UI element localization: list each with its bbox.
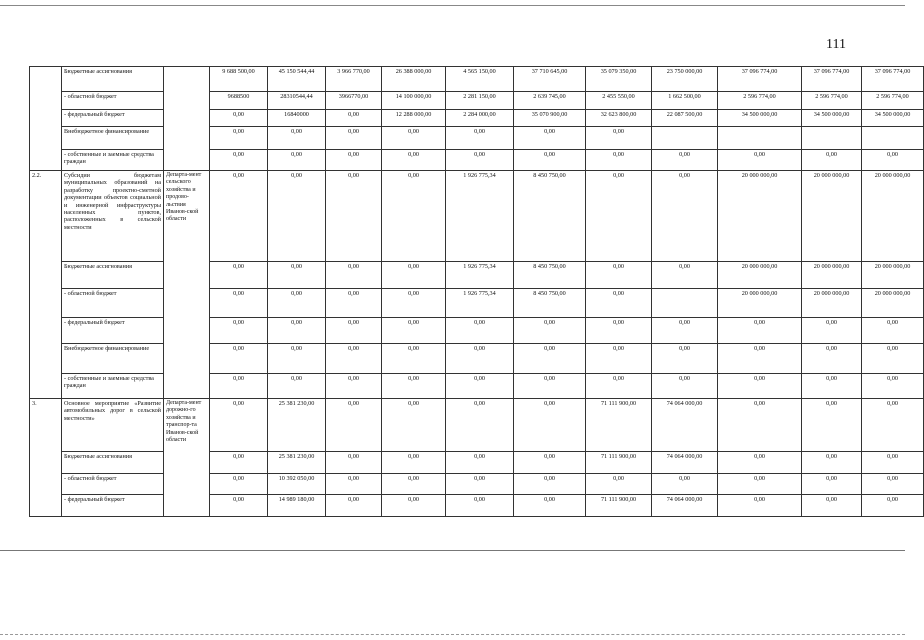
table-row [30,399,924,452]
amount-cell: 0,00 [382,289,446,318]
amount-cell: 22 087 500,00 [652,110,718,127]
amount-cell: 0,00 [446,474,514,495]
amount-cell: 20 000 000,00 [862,289,924,318]
funding-source-label: - федеральный бюджет [62,495,164,517]
funding-source-label: - собственные и заемные средства граждан [62,150,164,171]
amount-cell: 0,00 [210,344,268,374]
amount-cell: 37 096 774,00 [802,67,862,92]
amount-cell: 26 388 000,00 [382,67,446,92]
amount-cell: 20 000 000,00 [718,262,802,289]
amount-cell: 20 000 000,00 [802,262,862,289]
amount-cell: 37 710 645,00 [514,67,586,92]
amount-cell: 0,00 [586,289,652,318]
amount-cell: 0,00 [210,171,268,262]
amount-cell: 0,00 [326,110,382,127]
amount-cell: 0,00 [210,452,268,474]
amount-cell: 0,00 [514,399,586,452]
funding-source-label: Внебюджетное финансирование [62,344,164,374]
amount-cell: 0,00 [446,452,514,474]
amount-cell: 0,00 [802,452,862,474]
funding-source-label: - областной бюджет [62,289,164,318]
amount-cell: 1 926 775,34 [446,289,514,318]
funding-source-label: - федеральный бюджет [62,110,164,127]
funding-source-label: Бюджетные ассигнования [62,452,164,474]
amount-cell: 23 750 000,00 [652,67,718,92]
amount-cell: 0,00 [326,318,382,344]
executor: Департа-мент сельского хозяйства и продово-льствия Иванов-ской области [164,171,210,399]
amount-cell: 8 450 750,00 [514,171,586,262]
amount-cell: 34 500 000,00 [718,110,802,127]
amount-cell: 0,00 [514,474,586,495]
page-number: 111 [826,37,846,52]
amount-cell: 2 596 774,00 [718,92,802,110]
amount-cell: 25 381 230,00 [268,399,326,452]
amount-cell: 0,00 [326,474,382,495]
amount-cell: 0,00 [586,262,652,289]
amount-cell: 0,00 [382,127,446,150]
table-row [30,67,924,92]
amount-cell: 71 111 900,00 [586,452,652,474]
amount-cell: 0,00 [718,495,802,517]
amount-cell: 0,00 [718,344,802,374]
amount-cell: 37 096 774,00 [862,67,924,92]
amount-cell: 20 000 000,00 [718,171,802,262]
amount-cell: 35 079 350,00 [586,67,652,92]
row-index: 2.2. [30,171,62,399]
amount-cell: 0,00 [514,344,586,374]
measure-description: Основное мероприятие «Развитие автомобильных дорог в сельской местности» [62,399,164,452]
funding-source-label: - областной бюджет [62,92,164,110]
amount-cell: 9 688 500,00 [210,67,268,92]
bottom-rule [0,550,905,551]
amount-cell: 0,00 [802,150,862,171]
amount-cell: 35 070 900,00 [514,110,586,127]
amount-cell: 0,00 [862,344,924,374]
amount-cell: 0,00 [514,318,586,344]
executor-cell-empty [164,67,210,171]
amount-cell: 0,00 [586,374,652,399]
amount-cell: 0,00 [210,474,268,495]
amount-cell: 0,00 [210,289,268,318]
amount-cell: 0,00 [382,150,446,171]
amount-cell: 0,00 [326,127,382,150]
amount-cell [652,289,718,318]
amount-cell: 0,00 [652,262,718,289]
funding-source-label: Внебюджетное финансирование [62,127,164,150]
amount-cell: 4 565 150,00 [446,67,514,92]
amount-cell: 0,00 [268,318,326,344]
amount-cell: 8 450 750,00 [514,262,586,289]
amount-cell: 0,00 [210,150,268,171]
amount-cell: 0,00 [210,374,268,399]
amount-cell: 0,00 [514,495,586,517]
amount-cell: 0,00 [326,262,382,289]
amount-cell: 34 500 000,00 [862,110,924,127]
amount-cell: 0,00 [446,344,514,374]
amount-cell: 0,00 [326,374,382,399]
amount-cell: 0,00 [586,474,652,495]
amount-cell: 0,00 [586,150,652,171]
bottom-rule-lower [0,634,905,635]
amount-cell: 0,00 [862,318,924,344]
amount-cell: 0,00 [446,399,514,452]
amount-cell: 0,00 [210,318,268,344]
amount-cell: 0,00 [382,262,446,289]
amount-cell: 3966770,00 [326,92,382,110]
amount-cell [862,127,924,150]
index-cell-empty [30,67,62,171]
amount-cell: 0,00 [652,318,718,344]
executor: Департа-мент дорожно-го хозяйства и транспор-та Иванов-ской области [164,399,210,517]
amount-cell: 0,00 [382,344,446,374]
table-body [30,67,924,517]
amount-cell: 0,00 [382,374,446,399]
amount-cell: 12 288 000,00 [382,110,446,127]
amount-cell: 16840000 [268,110,326,127]
amount-cell: 0,00 [652,171,718,262]
amount-cell: 0,00 [326,289,382,318]
amount-cell: 20 000 000,00 [718,289,802,318]
amount-cell: 14 989 180,00 [268,495,326,517]
amount-cell: 74 064 000,00 [652,399,718,452]
funding-source-label: - собственные и заемные средства граждан [62,374,164,399]
amount-cell: 0,00 [382,399,446,452]
amount-cell: 0,00 [446,495,514,517]
amount-cell: 0,00 [514,127,586,150]
amount-cell: 2 639 745,00 [514,92,586,110]
funding-source-label: Бюджетные ассигнования [62,262,164,289]
amount-cell: 2 596 774,00 [862,92,924,110]
amount-cell: 0,00 [210,127,268,150]
amount-cell: 10 392 050,00 [268,474,326,495]
amount-cell: 0,00 [802,495,862,517]
amount-cell: 0,00 [210,110,268,127]
amount-cell: 9688500 [210,92,268,110]
amount-cell: 0,00 [514,150,586,171]
amount-cell: 2 596 774,00 [802,92,862,110]
amount-cell: 0,00 [652,374,718,399]
amount-cell: 0,00 [268,150,326,171]
amount-cell: 74 064 000,00 [652,452,718,474]
amount-cell: 0,00 [268,374,326,399]
amount-cell: 45 150 544,44 [268,67,326,92]
amount-cell: 0,00 [446,374,514,399]
table-row [30,171,924,262]
amount-cell: 0,00 [446,318,514,344]
row-index: 3. [30,399,62,517]
amount-cell: 20 000 000,00 [862,262,924,289]
amount-cell: 14 100 000,00 [382,92,446,110]
amount-cell: 0,00 [382,318,446,344]
amount-cell: 0,00 [446,127,514,150]
amount-cell: 71 111 900,00 [586,399,652,452]
amount-cell: 0,00 [268,127,326,150]
amount-cell: 0,00 [382,495,446,517]
amount-cell: 0,00 [210,495,268,517]
amount-cell: 0,00 [326,452,382,474]
amount-cell: 2 284 000,00 [446,110,514,127]
amount-cell: 0,00 [652,474,718,495]
amount-cell: 0,00 [718,374,802,399]
amount-cell [802,127,862,150]
amount-cell: 0,00 [382,452,446,474]
amount-cell: 74 064 000,00 [652,495,718,517]
amount-cell: 0,00 [718,399,802,452]
amount-cell: 0,00 [446,150,514,171]
amount-cell: 0,00 [514,374,586,399]
measure-description: Субсидии бюджетам муниципальных образований на разработку проектно-сметной документации объектов социальной и инженерной инфраструктуры населенных пунктов, расположенных в сельской местности [62,171,164,262]
amount-cell: 0,00 [326,171,382,262]
amount-cell: 2 281 150,00 [446,92,514,110]
amount-cell: 0,00 [268,289,326,318]
amount-cell: 1 926 775,34 [446,262,514,289]
amount-cell: 0,00 [586,171,652,262]
amount-cell: 0,00 [802,344,862,374]
amount-cell: 8 450 750,00 [514,289,586,318]
amount-cell: 0,00 [652,344,718,374]
amount-cell: 0,00 [210,399,268,452]
funding-source-label: - областной бюджет [62,474,164,495]
amount-cell: 0,00 [586,344,652,374]
amount-cell: 0,00 [326,344,382,374]
budget-table [29,66,924,517]
amount-cell: 32 623 800,00 [586,110,652,127]
amount-cell: 0,00 [862,399,924,452]
amount-cell: 0,00 [382,171,446,262]
amount-cell: 0,00 [802,374,862,399]
funding-source-label: Бюджетные ассигнования [62,67,164,92]
amount-cell: 0,00 [802,318,862,344]
funding-source-label: - федеральный бюджет [62,318,164,344]
amount-cell: 0,00 [586,127,652,150]
amount-cell: 2 455 550,00 [586,92,652,110]
amount-cell: 37 096 774,00 [718,67,802,92]
top-rule [0,5,905,6]
amount-cell: 0,00 [326,150,382,171]
amount-cell [718,127,802,150]
amount-cell: 25 381 230,00 [268,452,326,474]
amount-cell: 0,00 [718,318,802,344]
amount-cell: 0,00 [862,150,924,171]
amount-cell: 0,00 [718,150,802,171]
amount-cell: 0,00 [382,474,446,495]
amount-cell [652,127,718,150]
amount-cell: 1 662 500,00 [652,92,718,110]
amount-cell: 20 000 000,00 [802,171,862,262]
amount-cell: 0,00 [802,474,862,495]
amount-cell: 0,00 [586,318,652,344]
amount-cell: 28310544,44 [268,92,326,110]
amount-cell: 0,00 [268,262,326,289]
amount-cell: 0,00 [268,344,326,374]
amount-cell: 0,00 [210,262,268,289]
amount-cell: 20 000 000,00 [802,289,862,318]
amount-cell: 0,00 [862,452,924,474]
amount-cell: 0,00 [862,374,924,399]
amount-cell: 0,00 [862,495,924,517]
amount-cell: 71 111 900,00 [586,495,652,517]
amount-cell: 0,00 [326,495,382,517]
amount-cell: 0,00 [862,474,924,495]
amount-cell: 20 000 000,00 [862,171,924,262]
amount-cell: 1 926 775,34 [446,171,514,262]
amount-cell: 0,00 [268,171,326,262]
amount-cell: 0,00 [514,452,586,474]
amount-cell: 0,00 [326,399,382,452]
amount-cell: 34 500 000,00 [802,110,862,127]
amount-cell: 0,00 [652,150,718,171]
amount-cell: 3 966 770,00 [326,67,382,92]
amount-cell: 0,00 [718,474,802,495]
amount-cell: 0,00 [718,452,802,474]
amount-cell: 0,00 [802,399,862,452]
